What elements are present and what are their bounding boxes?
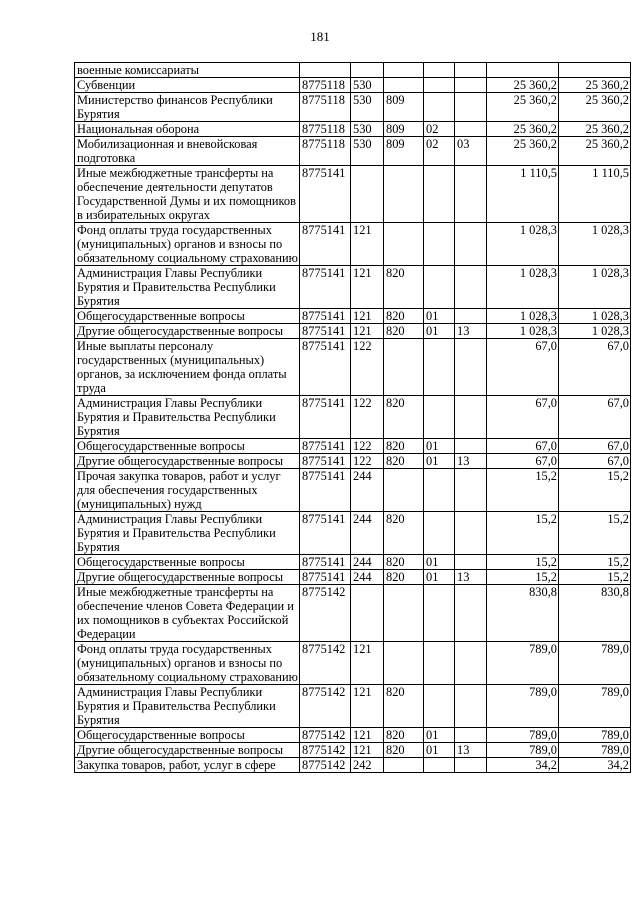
table-row bbox=[75, 570, 631, 585]
row-pr-cell bbox=[455, 78, 487, 93]
row-sum1-cell bbox=[487, 63, 559, 78]
row-pr-cell: 13 bbox=[455, 324, 487, 339]
row-sum2-cell: 15,2 bbox=[559, 570, 631, 585]
row-pr-cell bbox=[455, 585, 487, 642]
row-grbs-cell: 809 bbox=[384, 122, 424, 137]
row-rz-cell: 01 bbox=[424, 439, 455, 454]
row-sum1-cell: 67,0 bbox=[487, 454, 559, 469]
row-pr-cell bbox=[455, 512, 487, 555]
row-sum1-cell: 1 028,3 bbox=[487, 324, 559, 339]
row-sum2-cell: 67,0 bbox=[559, 339, 631, 396]
row-sum1-cell: 789,0 bbox=[487, 642, 559, 685]
row-grbs-cell: 809 bbox=[384, 137, 424, 166]
row-rz-cell: 01 bbox=[424, 570, 455, 585]
row-vr-cell: 121 bbox=[351, 728, 384, 743]
table-row bbox=[75, 743, 631, 758]
row-rz-cell bbox=[424, 266, 455, 309]
row-sum2-cell: 1 028,3 bbox=[559, 266, 631, 309]
row-rz-cell bbox=[424, 642, 455, 685]
row-csr-cell bbox=[300, 63, 351, 78]
table-row bbox=[75, 309, 631, 324]
row-pr-cell bbox=[455, 685, 487, 728]
row-vr-cell: 530 bbox=[351, 78, 384, 93]
row-sum1-cell: 15,2 bbox=[487, 555, 559, 570]
row-sum1-cell: 25 360,2 bbox=[487, 122, 559, 137]
budget-table bbox=[74, 62, 631, 773]
row-rz-cell: 01 bbox=[424, 324, 455, 339]
row-vr-cell: 122 bbox=[351, 439, 384, 454]
row-grbs-cell bbox=[384, 63, 424, 78]
row-grbs-cell: 820 bbox=[384, 439, 424, 454]
row-grbs-cell: 820 bbox=[384, 396, 424, 439]
row-csr-cell: 8775118 bbox=[300, 122, 351, 137]
row-vr-cell: 242 bbox=[351, 758, 384, 773]
table-row bbox=[75, 439, 631, 454]
row-name-cell: Другие общегосударственные вопросы bbox=[75, 570, 300, 585]
row-pr-cell bbox=[455, 309, 487, 324]
row-rz-cell: 02 bbox=[424, 137, 455, 166]
row-sum2-cell: 1 028,3 bbox=[559, 309, 631, 324]
row-csr-cell: 8775141 bbox=[300, 454, 351, 469]
row-name-cell: Другие общегосударственные вопросы bbox=[75, 454, 300, 469]
row-rz-cell bbox=[424, 93, 455, 122]
row-vr-cell: 244 bbox=[351, 469, 384, 512]
row-sum1-cell: 67,0 bbox=[487, 439, 559, 454]
budget-table-body bbox=[75, 63, 631, 773]
row-sum2-cell: 789,0 bbox=[559, 642, 631, 685]
row-sum1-cell: 789,0 bbox=[487, 743, 559, 758]
table-row bbox=[75, 137, 631, 166]
row-rz-cell: 01 bbox=[424, 454, 455, 469]
table-row bbox=[75, 223, 631, 266]
row-csr-cell: 8775141 bbox=[300, 469, 351, 512]
row-sum2-cell: 15,2 bbox=[559, 555, 631, 570]
row-sum2-cell: 15,2 bbox=[559, 469, 631, 512]
table-row bbox=[75, 685, 631, 728]
row-name-cell: Общегосударственные вопросы bbox=[75, 439, 300, 454]
row-sum1-cell: 789,0 bbox=[487, 685, 559, 728]
table-row bbox=[75, 78, 631, 93]
row-name-cell: Общегосударственные вопросы bbox=[75, 728, 300, 743]
row-rz-cell: 01 bbox=[424, 555, 455, 570]
row-csr-cell: 8775141 bbox=[300, 266, 351, 309]
row-pr-cell bbox=[455, 758, 487, 773]
row-rz-cell bbox=[424, 585, 455, 642]
row-vr-cell: 244 bbox=[351, 555, 384, 570]
row-rz-cell: 02 bbox=[424, 122, 455, 137]
row-vr-cell: 122 bbox=[351, 396, 384, 439]
row-sum1-cell: 25 360,2 bbox=[487, 93, 559, 122]
row-csr-cell: 8775141 bbox=[300, 339, 351, 396]
row-vr-cell: 122 bbox=[351, 339, 384, 396]
row-csr-cell: 8775142 bbox=[300, 642, 351, 685]
row-sum2-cell: 67,0 bbox=[559, 454, 631, 469]
row-rz-cell bbox=[424, 166, 455, 223]
row-grbs-cell bbox=[384, 469, 424, 512]
row-csr-cell: 8775141 bbox=[300, 439, 351, 454]
row-grbs-cell: 820 bbox=[384, 555, 424, 570]
row-sum2-cell: 34,2 bbox=[559, 758, 631, 773]
row-pr-cell: 03 bbox=[455, 137, 487, 166]
row-name-cell: Другие общегосударственные вопросы bbox=[75, 324, 300, 339]
row-sum2-cell: 789,0 bbox=[559, 743, 631, 758]
row-sum2-cell: 25 360,2 bbox=[559, 122, 631, 137]
row-vr-cell: 121 bbox=[351, 324, 384, 339]
row-grbs-cell bbox=[384, 585, 424, 642]
row-sum2-cell: 1 028,3 bbox=[559, 223, 631, 266]
row-csr-cell: 8775141 bbox=[300, 223, 351, 266]
row-name-cell: Фонд оплаты труда государственных (муниципальных) органов и взносы по обязательному социальному страхованию bbox=[75, 642, 300, 685]
table-row bbox=[75, 454, 631, 469]
row-rz-cell: 01 bbox=[424, 728, 455, 743]
row-grbs-cell bbox=[384, 166, 424, 223]
row-grbs-cell: 809 bbox=[384, 93, 424, 122]
row-vr-cell: 121 bbox=[351, 266, 384, 309]
table-row bbox=[75, 758, 631, 773]
row-grbs-cell: 820 bbox=[384, 454, 424, 469]
row-name-cell: Администрация Главы Республики Бурятия и Правительства Республики Бурятия bbox=[75, 512, 300, 555]
row-sum1-cell: 25 360,2 bbox=[487, 78, 559, 93]
row-rz-cell bbox=[424, 758, 455, 773]
row-grbs-cell: 820 bbox=[384, 266, 424, 309]
row-grbs-cell bbox=[384, 642, 424, 685]
row-sum2-cell: 25 360,2 bbox=[559, 137, 631, 166]
row-grbs-cell bbox=[384, 758, 424, 773]
row-sum2-cell: 830,8 bbox=[559, 585, 631, 642]
row-sum2-cell: 1 110,5 bbox=[559, 166, 631, 223]
row-sum1-cell: 1 110,5 bbox=[487, 166, 559, 223]
row-sum2-cell: 1 028,3 bbox=[559, 324, 631, 339]
row-vr-cell: 121 bbox=[351, 223, 384, 266]
row-name-cell: Иные межбюджетные трансферты на обеспечение членов Совета Федерации и их помощников в субъектах Российской Федерации bbox=[75, 585, 300, 642]
table-row bbox=[75, 728, 631, 743]
row-grbs-cell: 820 bbox=[384, 685, 424, 728]
row-csr-cell: 8775142 bbox=[300, 728, 351, 743]
row-sum2-cell: 25 360,2 bbox=[559, 93, 631, 122]
row-vr-cell: 530 bbox=[351, 93, 384, 122]
table-row bbox=[75, 63, 631, 78]
row-rz-cell bbox=[424, 512, 455, 555]
row-sum2-cell: 25 360,2 bbox=[559, 78, 631, 93]
row-sum1-cell: 15,2 bbox=[487, 512, 559, 555]
row-grbs-cell bbox=[384, 339, 424, 396]
table-row bbox=[75, 339, 631, 396]
row-sum1-cell: 15,2 bbox=[487, 570, 559, 585]
row-vr-cell: 530 bbox=[351, 122, 384, 137]
row-rz-cell bbox=[424, 223, 455, 266]
row-rz-cell: 01 bbox=[424, 743, 455, 758]
row-rz-cell: 01 bbox=[424, 309, 455, 324]
row-pr-cell bbox=[455, 396, 487, 439]
row-vr-cell bbox=[351, 63, 384, 78]
row-csr-cell: 8775142 bbox=[300, 685, 351, 728]
row-vr-cell: 121 bbox=[351, 685, 384, 728]
row-grbs-cell: 820 bbox=[384, 512, 424, 555]
table-row bbox=[75, 555, 631, 570]
table-row bbox=[75, 93, 631, 122]
row-grbs-cell: 820 bbox=[384, 570, 424, 585]
row-pr-cell bbox=[455, 439, 487, 454]
row-vr-cell: 244 bbox=[351, 570, 384, 585]
table-row bbox=[75, 512, 631, 555]
row-vr-cell: 121 bbox=[351, 642, 384, 685]
row-csr-cell: 8775141 bbox=[300, 512, 351, 555]
row-csr-cell: 8775142 bbox=[300, 758, 351, 773]
row-pr-cell bbox=[455, 339, 487, 396]
row-grbs-cell: 820 bbox=[384, 743, 424, 758]
row-grbs-cell: 820 bbox=[384, 728, 424, 743]
row-csr-cell: 8775141 bbox=[300, 309, 351, 324]
row-pr-cell bbox=[455, 469, 487, 512]
row-name-cell: Общегосударственные вопросы bbox=[75, 555, 300, 570]
row-rz-cell bbox=[424, 63, 455, 78]
row-name-cell: Администрация Главы Республики Бурятия и Правительства Республики Бурятия bbox=[75, 396, 300, 439]
row-csr-cell: 8775118 bbox=[300, 137, 351, 166]
row-vr-cell: 244 bbox=[351, 512, 384, 555]
row-name-cell: Иные межбюджетные трансферты на обеспечение деятельности депутатов Государственной Думы и их помощников в избирательных округах bbox=[75, 166, 300, 223]
row-sum2-cell bbox=[559, 63, 631, 78]
table-row bbox=[75, 166, 631, 223]
row-csr-cell: 8775142 bbox=[300, 585, 351, 642]
row-pr-cell bbox=[455, 728, 487, 743]
row-vr-cell bbox=[351, 166, 384, 223]
row-pr-cell bbox=[455, 63, 487, 78]
row-name-cell: Закупка товаров, работ, услуг в сфере bbox=[75, 758, 300, 773]
table-row bbox=[75, 585, 631, 642]
row-name-cell: Министерство финансов Республики Бурятия bbox=[75, 93, 300, 122]
row-name-cell: Администрация Главы Республики Бурятия и Правительства Республики Бурятия bbox=[75, 685, 300, 728]
row-sum2-cell: 67,0 bbox=[559, 439, 631, 454]
row-rz-cell bbox=[424, 685, 455, 728]
page-number: 181 bbox=[310, 29, 330, 44]
row-pr-cell bbox=[455, 93, 487, 122]
row-rz-cell bbox=[424, 78, 455, 93]
table-row bbox=[75, 469, 631, 512]
row-name-cell: Администрация Главы Республики Бурятия и Правительства Республики Бурятия bbox=[75, 266, 300, 309]
row-vr-cell: 122 bbox=[351, 454, 384, 469]
row-name-cell: Фонд оплаты труда государственных (муниципальных) органов и взносы по обязательному социальному страхованию bbox=[75, 223, 300, 266]
table-row bbox=[75, 122, 631, 137]
row-pr-cell bbox=[455, 223, 487, 266]
row-sum1-cell: 1 028,3 bbox=[487, 309, 559, 324]
row-name-cell: военные комиссариаты bbox=[75, 63, 300, 78]
row-pr-cell bbox=[455, 555, 487, 570]
row-sum1-cell: 67,0 bbox=[487, 339, 559, 396]
row-sum2-cell: 789,0 bbox=[559, 728, 631, 743]
row-rz-cell bbox=[424, 339, 455, 396]
row-vr-cell bbox=[351, 585, 384, 642]
row-sum2-cell: 789,0 bbox=[559, 685, 631, 728]
row-csr-cell: 8775141 bbox=[300, 396, 351, 439]
row-pr-cell: 13 bbox=[455, 570, 487, 585]
row-sum2-cell: 67,0 bbox=[559, 396, 631, 439]
row-sum2-cell: 15,2 bbox=[559, 512, 631, 555]
row-csr-cell: 8775141 bbox=[300, 166, 351, 223]
row-sum1-cell: 830,8 bbox=[487, 585, 559, 642]
row-grbs-cell: 820 bbox=[384, 324, 424, 339]
row-pr-cell: 13 bbox=[455, 743, 487, 758]
row-csr-cell: 8775141 bbox=[300, 570, 351, 585]
row-csr-cell: 8775142 bbox=[300, 743, 351, 758]
row-csr-cell: 8775118 bbox=[300, 78, 351, 93]
table-row bbox=[75, 266, 631, 309]
row-sum1-cell: 1 028,3 bbox=[487, 266, 559, 309]
table-row bbox=[75, 396, 631, 439]
row-name-cell: Другие общегосударственные вопросы bbox=[75, 743, 300, 758]
row-pr-cell bbox=[455, 122, 487, 137]
row-name-cell: Субвенции bbox=[75, 78, 300, 93]
row-sum1-cell: 25 360,2 bbox=[487, 137, 559, 166]
row-vr-cell: 121 bbox=[351, 309, 384, 324]
row-sum1-cell: 34,2 bbox=[487, 758, 559, 773]
row-rz-cell bbox=[424, 469, 455, 512]
row-vr-cell: 530 bbox=[351, 137, 384, 166]
row-name-cell: Иные выплаты персоналу государственных (муниципальных) органов, за исключением фонда оплаты труда bbox=[75, 339, 300, 396]
row-name-cell: Национальная оборона bbox=[75, 122, 300, 137]
row-csr-cell: 8775141 bbox=[300, 324, 351, 339]
row-csr-cell: 8775141 bbox=[300, 555, 351, 570]
row-grbs-cell bbox=[384, 78, 424, 93]
row-csr-cell: 8775118 bbox=[300, 93, 351, 122]
row-name-cell: Прочая закупка товаров, работ и услуг для обеспечения государственных (муниципальных) нужд bbox=[75, 469, 300, 512]
table-row bbox=[75, 324, 631, 339]
row-rz-cell bbox=[424, 396, 455, 439]
row-sum1-cell: 67,0 bbox=[487, 396, 559, 439]
row-pr-cell bbox=[455, 266, 487, 309]
row-sum1-cell: 789,0 bbox=[487, 728, 559, 743]
row-vr-cell: 121 bbox=[351, 743, 384, 758]
row-sum1-cell: 15,2 bbox=[487, 469, 559, 512]
table-row bbox=[75, 642, 631, 685]
row-grbs-cell: 820 bbox=[384, 309, 424, 324]
row-sum1-cell: 1 028,3 bbox=[487, 223, 559, 266]
row-pr-cell bbox=[455, 642, 487, 685]
row-pr-cell: 13 bbox=[455, 454, 487, 469]
row-grbs-cell bbox=[384, 223, 424, 266]
row-pr-cell bbox=[455, 166, 487, 223]
row-name-cell: Общегосударственные вопросы bbox=[75, 309, 300, 324]
row-name-cell: Мобилизационная и вневойсковая подготовка bbox=[75, 137, 300, 166]
